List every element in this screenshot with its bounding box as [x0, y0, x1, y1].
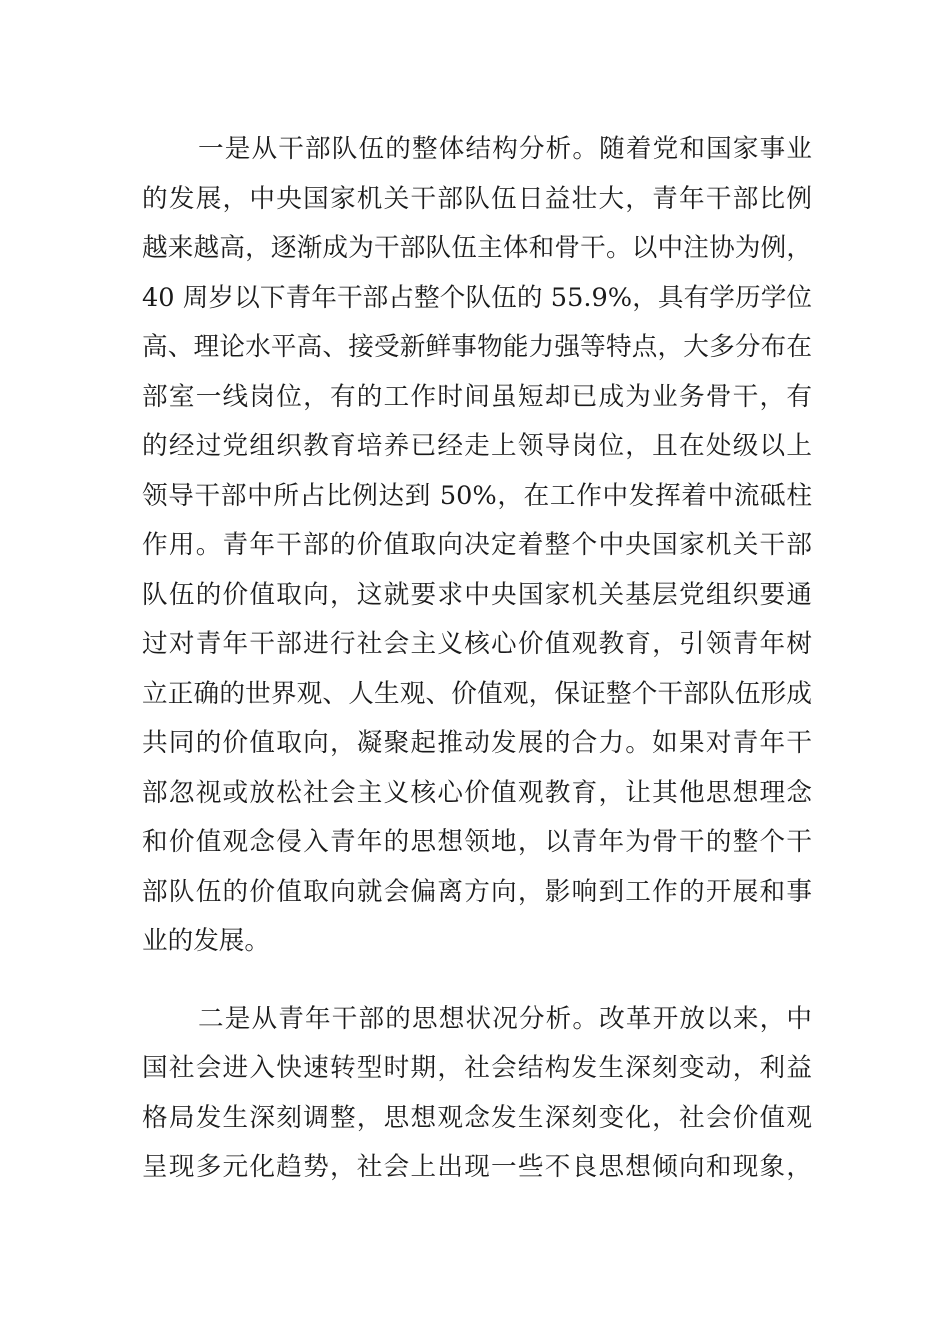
text-line: 部队伍的价值取向就会偏离方向，影响到工作的开展和事	[142, 876, 812, 907]
paragraph-ideological-status	[142, 995, 812, 1193]
text-line: 共同的价值取向，凝聚起推动发展的合力。如果对青年干	[142, 728, 812, 758]
text-line: 队伍的价值取向，这就要求中央国家机关基层党组织要通	[142, 579, 812, 610]
text-line: 作用。青年干部的价值取向决定着整个中央国家机关干部	[142, 530, 812, 560]
document-body	[142, 125, 812, 1193]
text-line: 部忽视或放松社会主义核心价值观教育，让其他思想理念	[142, 777, 812, 808]
text-line: 领导干部中所占比例达到 50%，在工作中发挥着中流砥柱	[142, 480, 812, 511]
text-line: 业的发展。	[142, 926, 270, 956]
text-line: 一是从干部队伍的整体结构分析。随着党和国家事业	[198, 134, 812, 164]
text-line: 高、理论水平高、接受新鲜事物能力强等特点，大多分布在	[142, 332, 812, 362]
paragraph-spacer	[142, 967, 812, 995]
text-line: 40 周岁以下青年干部占整个队伍的 55.9%，具有学历学位	[142, 282, 812, 313]
text-line: 的发展，中央国家机关干部队伍日益壮大，青年干部比例	[142, 183, 812, 214]
text-line: 越来越高，逐渐成为干部队伍主体和骨干。以中注协为例，	[142, 233, 812, 263]
text-line: 格局发生深刻调整，思想观念发生深刻变化，社会价值观	[142, 1102, 812, 1133]
text-line: 立正确的世界观、人生观、价值观，保证整个干部队伍形成	[142, 678, 812, 709]
text-line: 的经过党组织教育培养已经走上领导岗位，且在处级以上	[142, 431, 812, 461]
text-line: 呈现多元化趋势，社会上出现一些不良思想倾向和现象，	[142, 1152, 812, 1182]
text-line: 国社会进入快速转型时期，社会结构发生深刻变动，利益	[142, 1053, 812, 1083]
paragraph-cadre-structure	[142, 125, 812, 967]
text-line: 和价值观念侵入青年的思想领地，以青年为骨干的整个干	[142, 827, 812, 857]
text-line: 部室一线岗位，有的工作时间虽短却已成为业务骨干，有	[142, 381, 812, 412]
text-line: 过对青年干部进行社会主义核心价值观教育，引领青年树	[142, 629, 812, 659]
text-line: 二是从青年干部的思想状况分析。改革开放以来，中	[198, 1003, 812, 1034]
